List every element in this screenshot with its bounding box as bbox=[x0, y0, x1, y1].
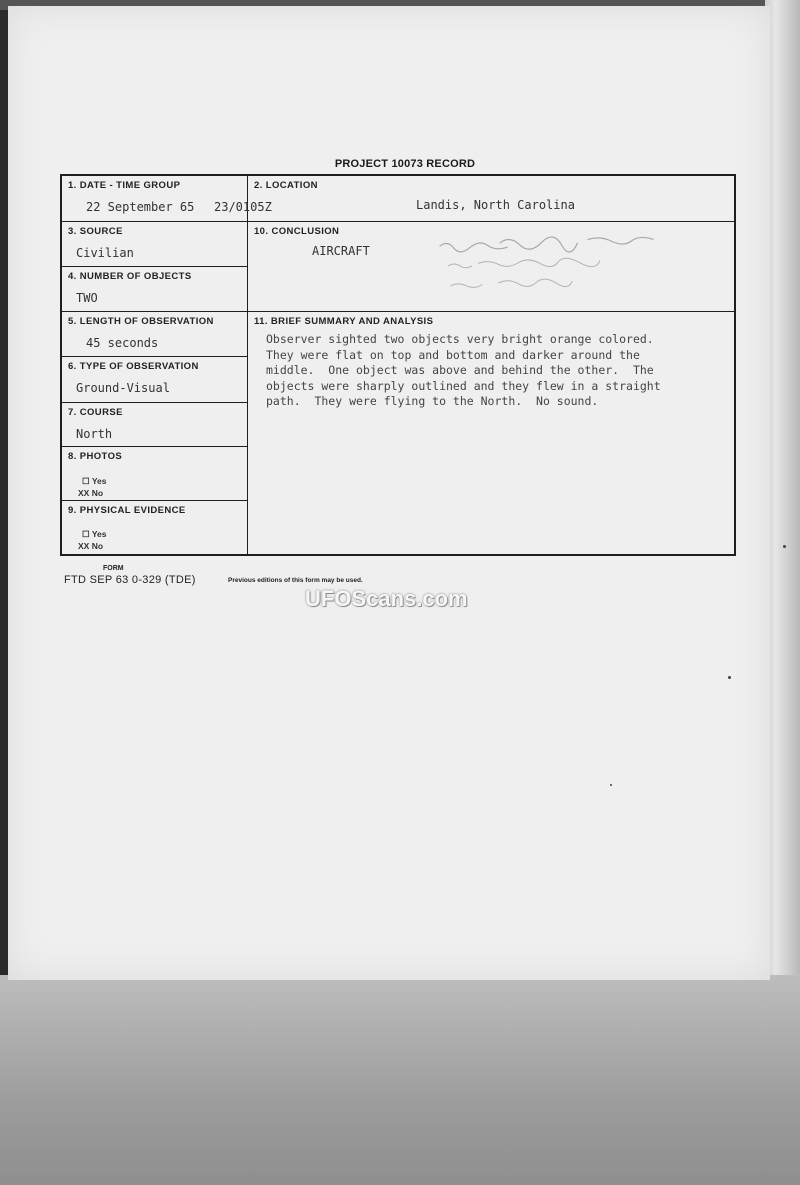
summary-label: 11. BRIEF SUMMARY AND ANALYSIS bbox=[254, 316, 434, 327]
type-observation-cell bbox=[62, 357, 248, 403]
physical-evidence-cell bbox=[62, 501, 248, 556]
length-observation-cell bbox=[62, 312, 248, 357]
date-value: 22 September 65 bbox=[86, 200, 195, 214]
summary-text: Observer sighted two objects very bright orange colored. They were flat on top and bottom and darker around the middle. One object was above and behind the other. The objects were sharply outlined and they flew in a straight path. They were flying to the North. No sound. bbox=[266, 332, 661, 408]
time-value: 23/0105Z bbox=[214, 200, 272, 214]
scan-right-edge bbox=[765, 0, 800, 975]
number-objects-label: 4. NUMBER OF OBJECTS bbox=[68, 271, 192, 282]
summary-cell bbox=[248, 312, 736, 556]
form-word: FORM bbox=[103, 565, 124, 572]
length-observation-value: 45 seconds bbox=[86, 336, 159, 350]
photos-label: 8. PHOTOS bbox=[68, 451, 123, 462]
conclusion-cell bbox=[248, 222, 736, 312]
scan-speck bbox=[728, 676, 731, 679]
location-cell bbox=[248, 176, 736, 222]
physical-no-option: XX No bbox=[78, 541, 104, 551]
date-time-label: 1. DATE - TIME GROUP bbox=[68, 180, 181, 191]
number-objects-value: TWO bbox=[76, 291, 98, 305]
photos-yes-option: ☐ Yes bbox=[82, 476, 107, 486]
number-objects-cell bbox=[62, 267, 248, 312]
physical-yes-option: ☐ Yes bbox=[82, 529, 107, 539]
watermark: UFOScans.com bbox=[305, 586, 468, 611]
source-value: Civilian bbox=[76, 246, 134, 260]
conclusion-value: AIRCRAFT bbox=[312, 244, 370, 258]
course-value: North bbox=[76, 427, 113, 441]
source-cell bbox=[62, 222, 248, 267]
form-edition-note: Previous editions of this form may be used. bbox=[228, 577, 363, 584]
scan-background bbox=[0, 975, 800, 1185]
conclusion-label: 10. CONCLUSION bbox=[254, 226, 340, 237]
handwritten-notes bbox=[437, 230, 698, 300]
source-label: 3. SOURCE bbox=[68, 226, 123, 237]
type-observation-label: 6. TYPE OF OBSERVATION bbox=[68, 361, 199, 372]
physical-evidence-label: 9. PHYSICAL EVIDENCE bbox=[68, 505, 186, 516]
photos-cell bbox=[62, 447, 248, 501]
record-form bbox=[60, 174, 736, 556]
form-title: PROJECT 10073 RECORD bbox=[334, 158, 476, 170]
handwritten-scribble bbox=[437, 230, 698, 295]
course-label: 7. COURSE bbox=[68, 407, 123, 418]
form-number: FTD SEP 63 0-329 (TDE) bbox=[64, 574, 196, 586]
scan-speck bbox=[610, 784, 612, 786]
location-label: 2. LOCATION bbox=[254, 180, 318, 191]
length-observation-label: 5. LENGTH OF OBSERVATION bbox=[68, 316, 214, 327]
scan-speck bbox=[783, 545, 786, 548]
date-time-cell bbox=[62, 176, 248, 222]
type-observation-value: Ground-Visual bbox=[76, 381, 170, 395]
photos-no-option: XX No bbox=[78, 488, 104, 498]
location-value: Landis, North Carolina bbox=[416, 198, 575, 212]
course-cell bbox=[62, 403, 248, 447]
